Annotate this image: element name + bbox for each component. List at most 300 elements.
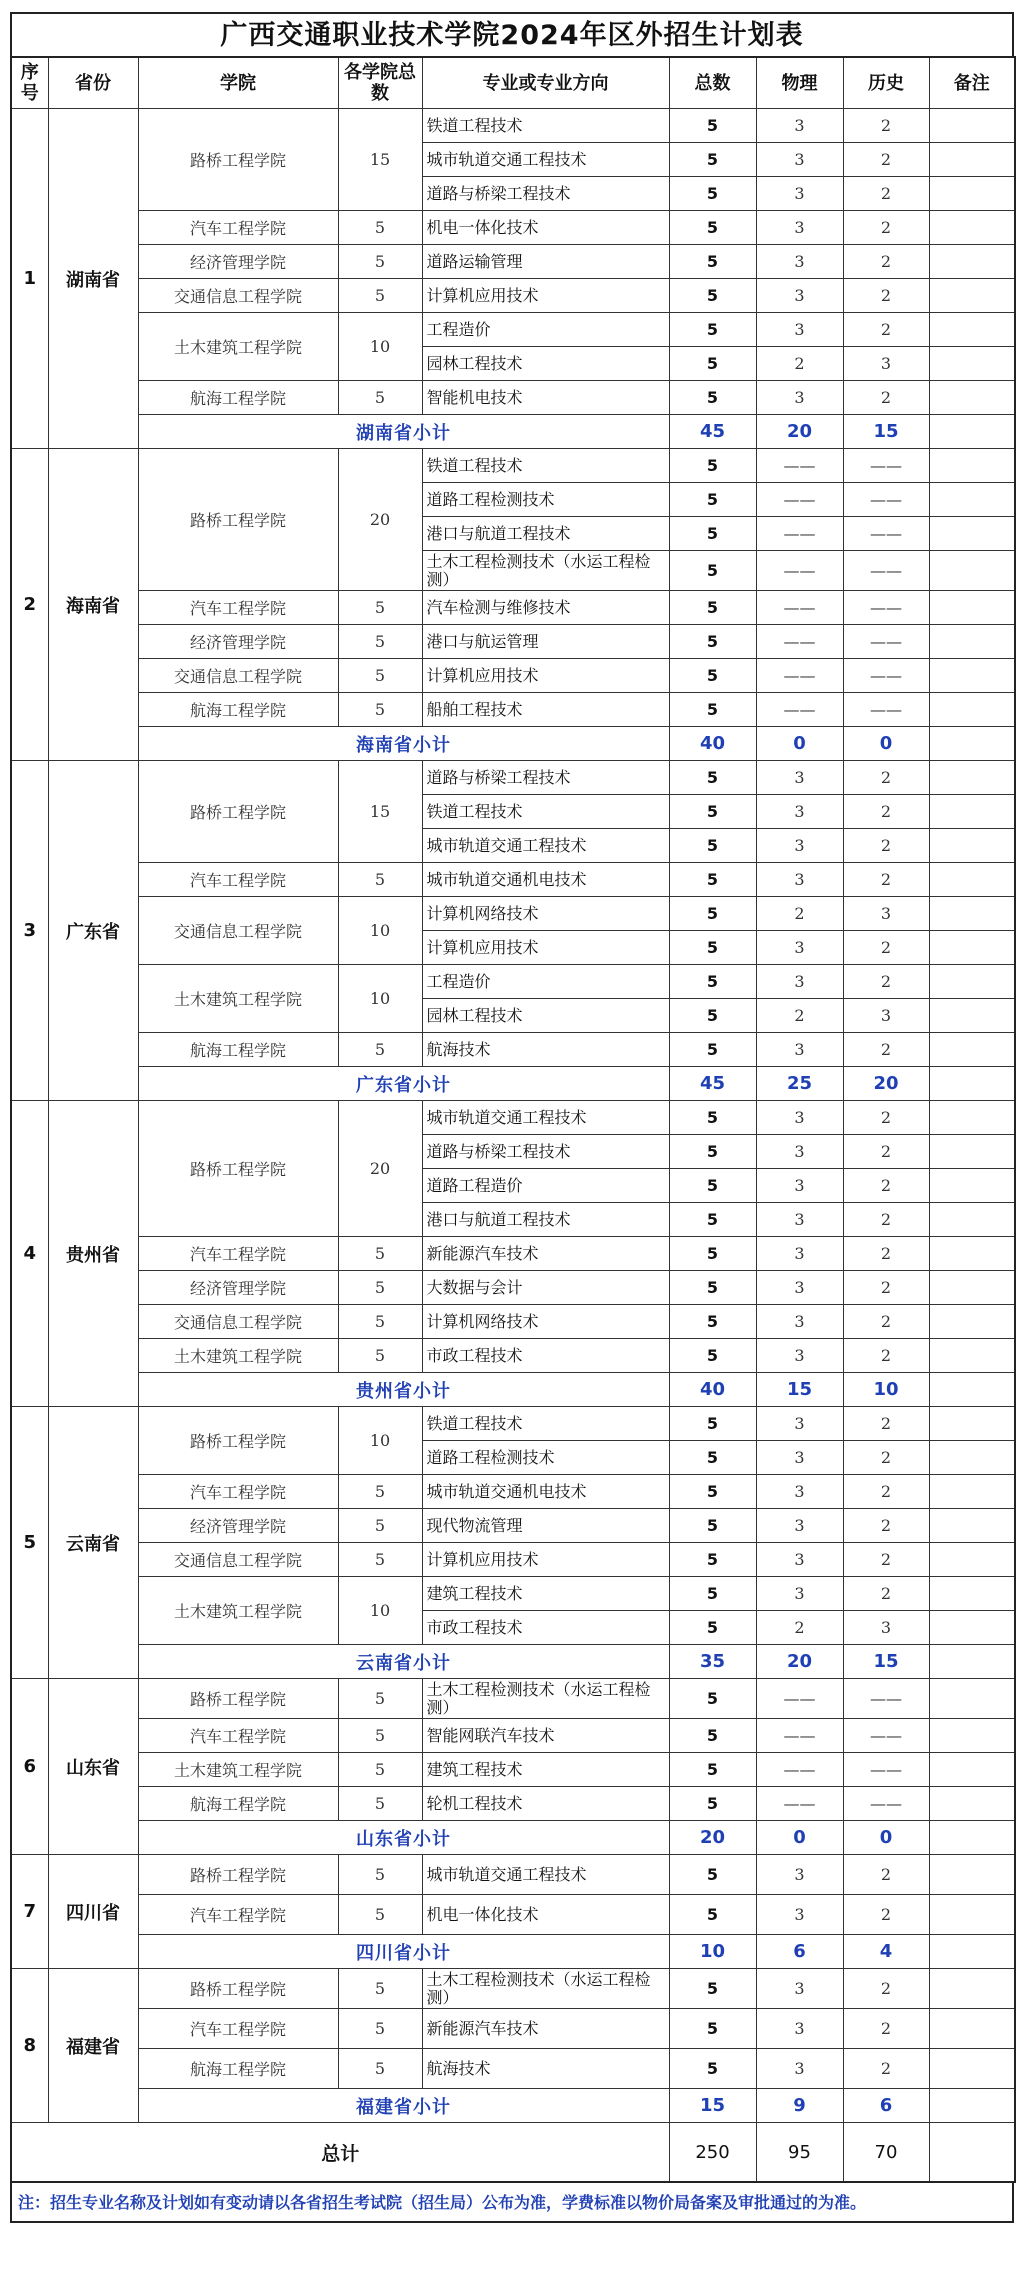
major-total: 5 bbox=[669, 795, 756, 829]
history-count: 2 bbox=[843, 1855, 929, 1895]
major-name: 城市轨道交通工程技术 bbox=[422, 1855, 669, 1895]
physics-count: 3 bbox=[756, 381, 843, 415]
history-count: 2 bbox=[843, 109, 929, 143]
school-name: 经济管理学院 bbox=[138, 1271, 338, 1305]
major-name: 港口与航道工程技术 bbox=[422, 1203, 669, 1237]
table-row bbox=[11, 1787, 1015, 1821]
subtotal-remarks bbox=[929, 415, 1015, 449]
school-name: 汽车工程学院 bbox=[138, 591, 338, 625]
remarks-cell bbox=[929, 1203, 1015, 1237]
major-total: 5 bbox=[669, 279, 756, 313]
major-total: 5 bbox=[669, 965, 756, 999]
remarks-cell bbox=[929, 347, 1015, 381]
remarks-cell bbox=[929, 1305, 1015, 1339]
remarks-cell bbox=[929, 1033, 1015, 1067]
major-name: 园林工程技术 bbox=[422, 347, 669, 381]
remarks-cell bbox=[929, 551, 1015, 591]
history-count: —— bbox=[843, 1719, 929, 1753]
school-name: 路桥工程学院 bbox=[138, 1855, 338, 1895]
school-total: 10 bbox=[338, 1577, 422, 1645]
major-name: 航海技术 bbox=[422, 2049, 669, 2089]
physics-count: 2 bbox=[756, 999, 843, 1033]
remarks-cell bbox=[929, 1543, 1015, 1577]
major-name: 园林工程技术 bbox=[422, 999, 669, 1033]
subtotal-remarks bbox=[929, 1645, 1015, 1679]
enrollment-table bbox=[10, 56, 1016, 2183]
province-name: 贵州省 bbox=[48, 1101, 138, 1407]
physics-count: 3 bbox=[756, 279, 843, 313]
remarks-cell bbox=[929, 1407, 1015, 1441]
major-name: 轮机工程技术 bbox=[422, 1787, 669, 1821]
school-total: 10 bbox=[338, 313, 422, 381]
school-total: 5 bbox=[338, 1271, 422, 1305]
history-count: 2 bbox=[843, 931, 929, 965]
remarks-cell bbox=[929, 1441, 1015, 1475]
header-province: 省份 bbox=[48, 57, 138, 109]
history-count: 2 bbox=[843, 1169, 929, 1203]
school-name: 经济管理学院 bbox=[138, 1509, 338, 1543]
school-total: 5 bbox=[338, 1475, 422, 1509]
school-name: 经济管理学院 bbox=[138, 245, 338, 279]
province-name: 福建省 bbox=[48, 1969, 138, 2123]
physics-count: 3 bbox=[756, 931, 843, 965]
major-name: 航海技术 bbox=[422, 1033, 669, 1067]
major-name: 工程造价 bbox=[422, 313, 669, 347]
major-total: 5 bbox=[669, 245, 756, 279]
history-count: 3 bbox=[843, 897, 929, 931]
school-total: 5 bbox=[338, 1305, 422, 1339]
major-total: 5 bbox=[669, 1679, 756, 1719]
physics-count: —— bbox=[756, 591, 843, 625]
history-count: —— bbox=[843, 1753, 929, 1787]
physics-count: 3 bbox=[756, 1169, 843, 1203]
major-total: 5 bbox=[669, 381, 756, 415]
physics-count: 3 bbox=[756, 829, 843, 863]
subtotal-physics: 20 bbox=[756, 1645, 843, 1679]
major-name: 计算机应用技术 bbox=[422, 931, 669, 965]
history-count: 2 bbox=[843, 761, 929, 795]
physics-count: 3 bbox=[756, 1033, 843, 1067]
physics-count: 3 bbox=[756, 1237, 843, 1271]
physics-count: —— bbox=[756, 1787, 843, 1821]
remarks-cell bbox=[929, 109, 1015, 143]
remarks-cell bbox=[929, 1339, 1015, 1373]
province-name: 海南省 bbox=[48, 449, 138, 761]
history-count: —— bbox=[843, 591, 929, 625]
physics-count: 3 bbox=[756, 2049, 843, 2089]
grand-total-history: 70 bbox=[843, 2123, 929, 2183]
physics-count: 3 bbox=[756, 245, 843, 279]
physics-count: —— bbox=[756, 1679, 843, 1719]
table-row bbox=[11, 1753, 1015, 1787]
history-count: —— bbox=[843, 693, 929, 727]
remarks-cell bbox=[929, 1577, 1015, 1611]
header-school: 学院 bbox=[138, 57, 338, 109]
major-name: 机电一体化技术 bbox=[422, 1895, 669, 1935]
major-total: 5 bbox=[669, 1719, 756, 1753]
subtotal-total: 45 bbox=[669, 1067, 756, 1101]
school-total: 15 bbox=[338, 761, 422, 863]
major-total: 5 bbox=[669, 829, 756, 863]
physics-count: 3 bbox=[756, 761, 843, 795]
subtotal-label: 四川省小计 bbox=[138, 1935, 669, 1969]
physics-count: 3 bbox=[756, 1441, 843, 1475]
history-count: 2 bbox=[843, 863, 929, 897]
remarks-cell bbox=[929, 517, 1015, 551]
school-total: 10 bbox=[338, 1407, 422, 1475]
major-total: 5 bbox=[669, 1577, 756, 1611]
subtotal-total: 45 bbox=[669, 415, 756, 449]
table-row bbox=[11, 1719, 1015, 1753]
physics-count: —— bbox=[756, 483, 843, 517]
remarks-cell bbox=[929, 1969, 1015, 2009]
history-count: 3 bbox=[843, 1611, 929, 1645]
grand-total-row bbox=[11, 2123, 1015, 2183]
remarks-cell bbox=[929, 1101, 1015, 1135]
header-school-total: 各学院总数 bbox=[338, 57, 422, 109]
subtotal-history: 20 bbox=[843, 1067, 929, 1101]
major-total: 5 bbox=[669, 999, 756, 1033]
physics-count: —— bbox=[756, 625, 843, 659]
province-name: 湖南省 bbox=[48, 109, 138, 449]
grand-total-label: 总计 bbox=[11, 2123, 669, 2183]
physics-count: 3 bbox=[756, 863, 843, 897]
school-name: 路桥工程学院 bbox=[138, 761, 338, 863]
history-count: 2 bbox=[843, 2049, 929, 2089]
history-count: 2 bbox=[843, 245, 929, 279]
major-total: 5 bbox=[669, 761, 756, 795]
remarks-cell bbox=[929, 625, 1015, 659]
school-name: 路桥工程学院 bbox=[138, 1969, 338, 2009]
subtotal-row bbox=[11, 727, 1015, 761]
remarks-cell bbox=[929, 381, 1015, 415]
header-remarks: 备注 bbox=[929, 57, 1015, 109]
major-name: 工程造价 bbox=[422, 965, 669, 999]
physics-count: 3 bbox=[756, 211, 843, 245]
school-name: 航海工程学院 bbox=[138, 1033, 338, 1067]
subtotal-physics: 9 bbox=[756, 2089, 843, 2123]
history-count: 2 bbox=[843, 177, 929, 211]
major-total: 5 bbox=[669, 897, 756, 931]
history-count: —— bbox=[843, 659, 929, 693]
remarks-cell bbox=[929, 1895, 1015, 1935]
subtotal-total: 35 bbox=[669, 1645, 756, 1679]
header-history: 历史 bbox=[843, 57, 929, 109]
remarks-cell bbox=[929, 591, 1015, 625]
remarks-cell bbox=[929, 693, 1015, 727]
table-row bbox=[11, 1855, 1015, 1895]
province-name: 山东省 bbox=[48, 1679, 138, 1855]
physics-count: —— bbox=[756, 659, 843, 693]
subtotal-physics: 6 bbox=[756, 1935, 843, 1969]
major-name: 市政工程技术 bbox=[422, 1339, 669, 1373]
school-total: 20 bbox=[338, 449, 422, 591]
major-name: 道路与桥梁工程技术 bbox=[422, 177, 669, 211]
school-total: 5 bbox=[338, 659, 422, 693]
subtotal-label: 海南省小计 bbox=[138, 727, 669, 761]
physics-count: 3 bbox=[756, 1101, 843, 1135]
major-total: 5 bbox=[669, 211, 756, 245]
subtotal-row bbox=[11, 1935, 1015, 1969]
physics-count: 3 bbox=[756, 1339, 843, 1373]
physics-count: 3 bbox=[756, 2009, 843, 2049]
subtotal-total: 10 bbox=[669, 1935, 756, 1969]
major-total: 5 bbox=[669, 659, 756, 693]
header-total: 总数 bbox=[669, 57, 756, 109]
school-name: 汽车工程学院 bbox=[138, 1895, 338, 1935]
major-name: 大数据与会计 bbox=[422, 1271, 669, 1305]
history-count: 2 bbox=[843, 829, 929, 863]
subtotal-remarks bbox=[929, 2089, 1015, 2123]
major-total: 5 bbox=[669, 1543, 756, 1577]
history-count: 2 bbox=[843, 143, 929, 177]
table-body bbox=[11, 109, 1015, 2123]
table-row bbox=[11, 313, 1015, 347]
school-total: 5 bbox=[338, 1339, 422, 1373]
subtotal-label: 福建省小计 bbox=[138, 2089, 669, 2123]
province-name: 四川省 bbox=[48, 1855, 138, 1969]
history-count: 2 bbox=[843, 1237, 929, 1271]
province-name: 广东省 bbox=[48, 761, 138, 1101]
school-name: 经济管理学院 bbox=[138, 625, 338, 659]
table-row bbox=[11, 245, 1015, 279]
school-name: 航海工程学院 bbox=[138, 693, 338, 727]
school-name: 交通信息工程学院 bbox=[138, 659, 338, 693]
remarks-cell bbox=[929, 211, 1015, 245]
major-name: 计算机应用技术 bbox=[422, 1543, 669, 1577]
subtotal-label: 广东省小计 bbox=[138, 1067, 669, 1101]
major-name: 港口与航道工程技术 bbox=[422, 517, 669, 551]
school-total: 5 bbox=[338, 1753, 422, 1787]
major-name: 道路工程检测技术 bbox=[422, 1441, 669, 1475]
school-name: 航海工程学院 bbox=[138, 381, 338, 415]
province-seq: 1 bbox=[11, 109, 48, 449]
major-total: 5 bbox=[669, 177, 756, 211]
major-name: 铁道工程技术 bbox=[422, 1407, 669, 1441]
subtotal-remarks bbox=[929, 1373, 1015, 1407]
school-total: 5 bbox=[338, 211, 422, 245]
subtotal-label: 云南省小计 bbox=[138, 1645, 669, 1679]
remarks-cell bbox=[929, 999, 1015, 1033]
school-total: 5 bbox=[338, 1237, 422, 1271]
school-name: 路桥工程学院 bbox=[138, 1101, 338, 1237]
remarks-cell bbox=[929, 1475, 1015, 1509]
table-row bbox=[11, 211, 1015, 245]
table-row bbox=[11, 1237, 1015, 1271]
subtotal-row bbox=[11, 2089, 1015, 2123]
subtotal-total: 40 bbox=[669, 1373, 756, 1407]
major-total: 5 bbox=[669, 1855, 756, 1895]
table-row bbox=[11, 591, 1015, 625]
school-total: 5 bbox=[338, 1509, 422, 1543]
remarks-cell bbox=[929, 1855, 1015, 1895]
major-total: 5 bbox=[669, 483, 756, 517]
table-row bbox=[11, 2009, 1015, 2049]
school-total: 10 bbox=[338, 965, 422, 1033]
remarks-cell bbox=[929, 795, 1015, 829]
history-count: 2 bbox=[843, 1407, 929, 1441]
school-total: 5 bbox=[338, 1787, 422, 1821]
physics-count: 2 bbox=[756, 1611, 843, 1645]
school-name: 交通信息工程学院 bbox=[138, 1305, 338, 1339]
school-total: 5 bbox=[338, 1679, 422, 1719]
table-row bbox=[11, 1543, 1015, 1577]
subtotal-physics: 0 bbox=[756, 727, 843, 761]
subtotal-history: 15 bbox=[843, 1645, 929, 1679]
remarks-cell bbox=[929, 1719, 1015, 1753]
major-total: 5 bbox=[669, 1787, 756, 1821]
major-total: 5 bbox=[669, 449, 756, 483]
major-name: 土木工程检测技术（水运工程检测） bbox=[422, 1679, 669, 1719]
subtotal-label: 湖南省小计 bbox=[138, 415, 669, 449]
remarks-cell bbox=[929, 897, 1015, 931]
subtotal-remarks bbox=[929, 1821, 1015, 1855]
school-total: 5 bbox=[338, 245, 422, 279]
history-count: 2 bbox=[843, 1305, 929, 1339]
table-row bbox=[11, 109, 1015, 143]
school-name: 土木建筑工程学院 bbox=[138, 1339, 338, 1373]
physics-count: 3 bbox=[756, 109, 843, 143]
history-count: —— bbox=[843, 483, 929, 517]
header-major: 专业或专业方向 bbox=[422, 57, 669, 109]
school-total: 5 bbox=[338, 381, 422, 415]
major-name: 城市轨道交通机电技术 bbox=[422, 863, 669, 897]
major-total: 5 bbox=[669, 109, 756, 143]
school-total: 15 bbox=[338, 109, 422, 211]
history-count: 3 bbox=[843, 347, 929, 381]
subtotal-row bbox=[11, 1821, 1015, 1855]
major-name: 汽车检测与维修技术 bbox=[422, 591, 669, 625]
grand-total-physics: 95 bbox=[756, 2123, 843, 2183]
subtotal-label: 贵州省小计 bbox=[138, 1373, 669, 1407]
major-name: 港口与航运管理 bbox=[422, 625, 669, 659]
history-count: 2 bbox=[843, 1969, 929, 2009]
physics-count: 3 bbox=[756, 1577, 843, 1611]
remarks-cell bbox=[929, 143, 1015, 177]
table-row bbox=[11, 1271, 1015, 1305]
subtotal-history: 10 bbox=[843, 1373, 929, 1407]
page-title: 广西交通职业技术学院2024年区外招生计划表 bbox=[10, 12, 1014, 56]
school-name: 路桥工程学院 bbox=[138, 1679, 338, 1719]
major-name: 城市轨道交通工程技术 bbox=[422, 143, 669, 177]
physics-count: 3 bbox=[756, 795, 843, 829]
remarks-cell bbox=[929, 1135, 1015, 1169]
major-name: 建筑工程技术 bbox=[422, 1577, 669, 1611]
school-name: 航海工程学院 bbox=[138, 1787, 338, 1821]
history-count: —— bbox=[843, 449, 929, 483]
physics-count: 3 bbox=[756, 1135, 843, 1169]
grand-total-value: 250 bbox=[669, 2123, 756, 2183]
history-count: 2 bbox=[843, 1203, 929, 1237]
school-total: 5 bbox=[338, 1855, 422, 1895]
subtotal-physics: 0 bbox=[756, 1821, 843, 1855]
remarks-cell bbox=[929, 931, 1015, 965]
subtotal-history: 6 bbox=[843, 2089, 929, 2123]
major-name: 道路与桥梁工程技术 bbox=[422, 1135, 669, 1169]
major-total: 5 bbox=[669, 931, 756, 965]
remarks-cell bbox=[929, 483, 1015, 517]
history-count: 3 bbox=[843, 999, 929, 1033]
school-name: 土木建筑工程学院 bbox=[138, 1577, 338, 1645]
table-row bbox=[11, 1509, 1015, 1543]
history-count: —— bbox=[843, 517, 929, 551]
school-name: 路桥工程学院 bbox=[138, 1407, 338, 1475]
subtotal-physics: 15 bbox=[756, 1373, 843, 1407]
major-name: 铁道工程技术 bbox=[422, 109, 669, 143]
history-count: 2 bbox=[843, 795, 929, 829]
major-name: 城市轨道交通工程技术 bbox=[422, 829, 669, 863]
table-row bbox=[11, 625, 1015, 659]
major-total: 5 bbox=[669, 693, 756, 727]
school-total: 5 bbox=[338, 2049, 422, 2089]
province-seq: 6 bbox=[11, 1679, 48, 1855]
physics-count: 2 bbox=[756, 897, 843, 931]
school-name: 汽车工程学院 bbox=[138, 1475, 338, 1509]
subtotal-label: 山东省小计 bbox=[138, 1821, 669, 1855]
major-name: 船舶工程技术 bbox=[422, 693, 669, 727]
major-name: 计算机网络技术 bbox=[422, 1305, 669, 1339]
physics-count: 3 bbox=[756, 1969, 843, 2009]
school-name: 土木建筑工程学院 bbox=[138, 965, 338, 1033]
province-seq: 4 bbox=[11, 1101, 48, 1407]
school-name: 交通信息工程学院 bbox=[138, 1543, 338, 1577]
major-name: 计算机网络技术 bbox=[422, 897, 669, 931]
school-name: 汽车工程学院 bbox=[138, 211, 338, 245]
remarks-cell bbox=[929, 313, 1015, 347]
school-total: 5 bbox=[338, 1033, 422, 1067]
history-count: 2 bbox=[843, 965, 929, 999]
subtotal-history: 0 bbox=[843, 1821, 929, 1855]
table-row bbox=[11, 1101, 1015, 1135]
school-name: 航海工程学院 bbox=[138, 2049, 338, 2089]
major-name: 铁道工程技术 bbox=[422, 795, 669, 829]
history-count: —— bbox=[843, 551, 929, 591]
major-total: 5 bbox=[669, 551, 756, 591]
major-total: 5 bbox=[669, 1753, 756, 1787]
enrollment-plan-page bbox=[10, 12, 1014, 2223]
table-row bbox=[11, 1033, 1015, 1067]
header-row bbox=[11, 57, 1015, 109]
school-total: 5 bbox=[338, 279, 422, 313]
physics-count: 3 bbox=[756, 1855, 843, 1895]
major-name: 建筑工程技术 bbox=[422, 1753, 669, 1787]
province-seq: 5 bbox=[11, 1407, 48, 1679]
major-name: 土木工程检测技术（水运工程检测） bbox=[422, 1969, 669, 2009]
major-total: 5 bbox=[669, 1441, 756, 1475]
school-total: 5 bbox=[338, 1719, 422, 1753]
major-total: 5 bbox=[669, 1033, 756, 1067]
history-count: 2 bbox=[843, 2009, 929, 2049]
school-name: 汽车工程学院 bbox=[138, 1237, 338, 1271]
major-name: 现代物流管理 bbox=[422, 1509, 669, 1543]
school-name: 路桥工程学院 bbox=[138, 109, 338, 211]
major-total: 5 bbox=[669, 625, 756, 659]
major-total: 5 bbox=[669, 313, 756, 347]
history-count: 2 bbox=[843, 1543, 929, 1577]
remarks-cell bbox=[929, 2009, 1015, 2049]
school-total: 5 bbox=[338, 1543, 422, 1577]
subtotal-row bbox=[11, 1373, 1015, 1407]
major-total: 5 bbox=[669, 1475, 756, 1509]
table-row bbox=[11, 863, 1015, 897]
history-count: 2 bbox=[843, 211, 929, 245]
subtotal-history: 0 bbox=[843, 727, 929, 761]
remarks-cell bbox=[929, 245, 1015, 279]
table-row bbox=[11, 659, 1015, 693]
subtotal-history: 15 bbox=[843, 415, 929, 449]
school-name: 交通信息工程学院 bbox=[138, 279, 338, 313]
major-name: 铁道工程技术 bbox=[422, 449, 669, 483]
